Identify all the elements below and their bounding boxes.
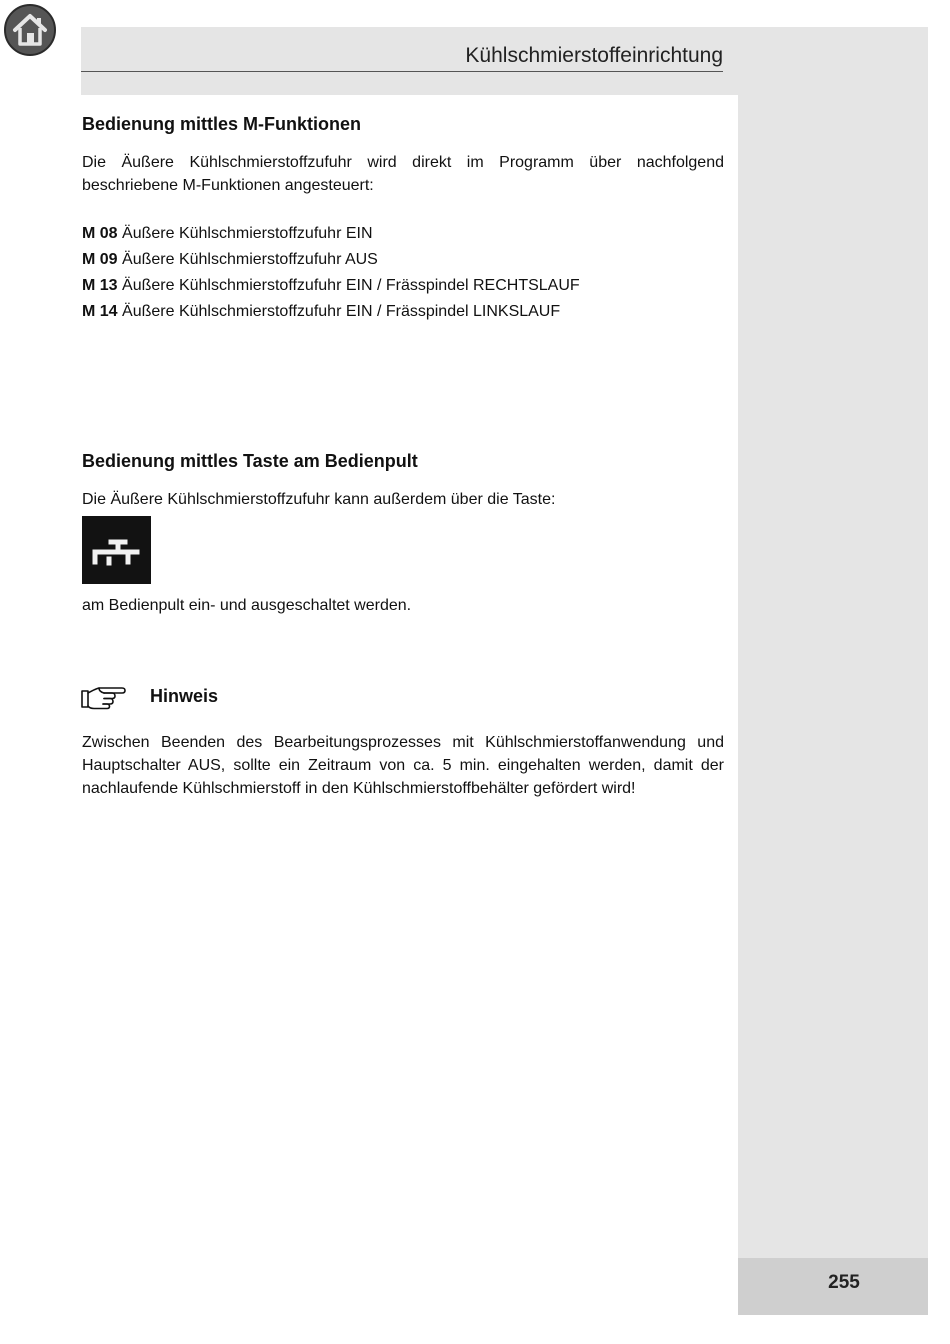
m-function-code: M 08 xyxy=(82,225,118,242)
note-text: Zwischen Beenden des Bearbeitungsprozesses mit Kühlschmierstoffanwendung und Hauptschalter AUS, sollte ein Zeitraum von ca. 5 min. eingehalten werden, damit der nachlaufende Kühlschmierstoff in den Kühlschmierstoffbehälter gefördert wird! xyxy=(82,734,724,797)
m-function-text: Äußere Kühlschmierstoffzufuhr EIN xyxy=(122,225,373,242)
m-function-text: Äußere Kühlschmierstoffzufuhr AUS xyxy=(122,251,378,268)
section-outro-key: am Bedienpult ein- und ausgeschaltet werden. xyxy=(82,597,412,614)
page-title: Kühlschmierstoffeinrichtung xyxy=(465,44,723,67)
home-icon xyxy=(11,12,49,48)
m-function-text: Äußere Kühlschmierstoffzufuhr EIN / Frässpindel RECHTSLAUF xyxy=(122,277,580,294)
coolant-key-button xyxy=(82,516,151,584)
section-intro-m-functions: Die Äußere Kühlschmierstoffzufuhr wird direkt im Programm über nachfolgend beschriebene M-Funktionen angesteuert: xyxy=(82,154,724,194)
coolant-tap-icon xyxy=(82,516,151,584)
section-intro-key: Die Äußere Kühlschmierstoffzufuhr kann außerdem über die Taste: xyxy=(82,491,556,508)
home-button[interactable] xyxy=(4,4,56,56)
note-title: Hinweis xyxy=(150,686,219,706)
m-function-line xyxy=(82,275,580,297)
m-function-code: M 13 xyxy=(82,277,118,294)
m-function-line xyxy=(82,223,373,245)
pointing-hand-icon xyxy=(80,685,126,716)
section-heading-key: Bedienung mittles Taste am Bedienpult xyxy=(82,451,418,471)
header-divider xyxy=(81,71,723,72)
section-heading-m-functions: Bedienung mittles M-Funktionen xyxy=(82,114,361,134)
m-function-code: M 09 xyxy=(82,251,118,268)
m-function-line xyxy=(82,249,378,271)
m-function-line xyxy=(82,301,560,323)
m-function-text: Äußere Kühlschmierstoffzufuhr EIN / Frässpindel LINKSLAUF xyxy=(122,303,561,320)
margin-band xyxy=(738,95,928,1315)
m-function-code: M 14 xyxy=(82,303,118,320)
page-number: 255 xyxy=(828,1272,860,1293)
